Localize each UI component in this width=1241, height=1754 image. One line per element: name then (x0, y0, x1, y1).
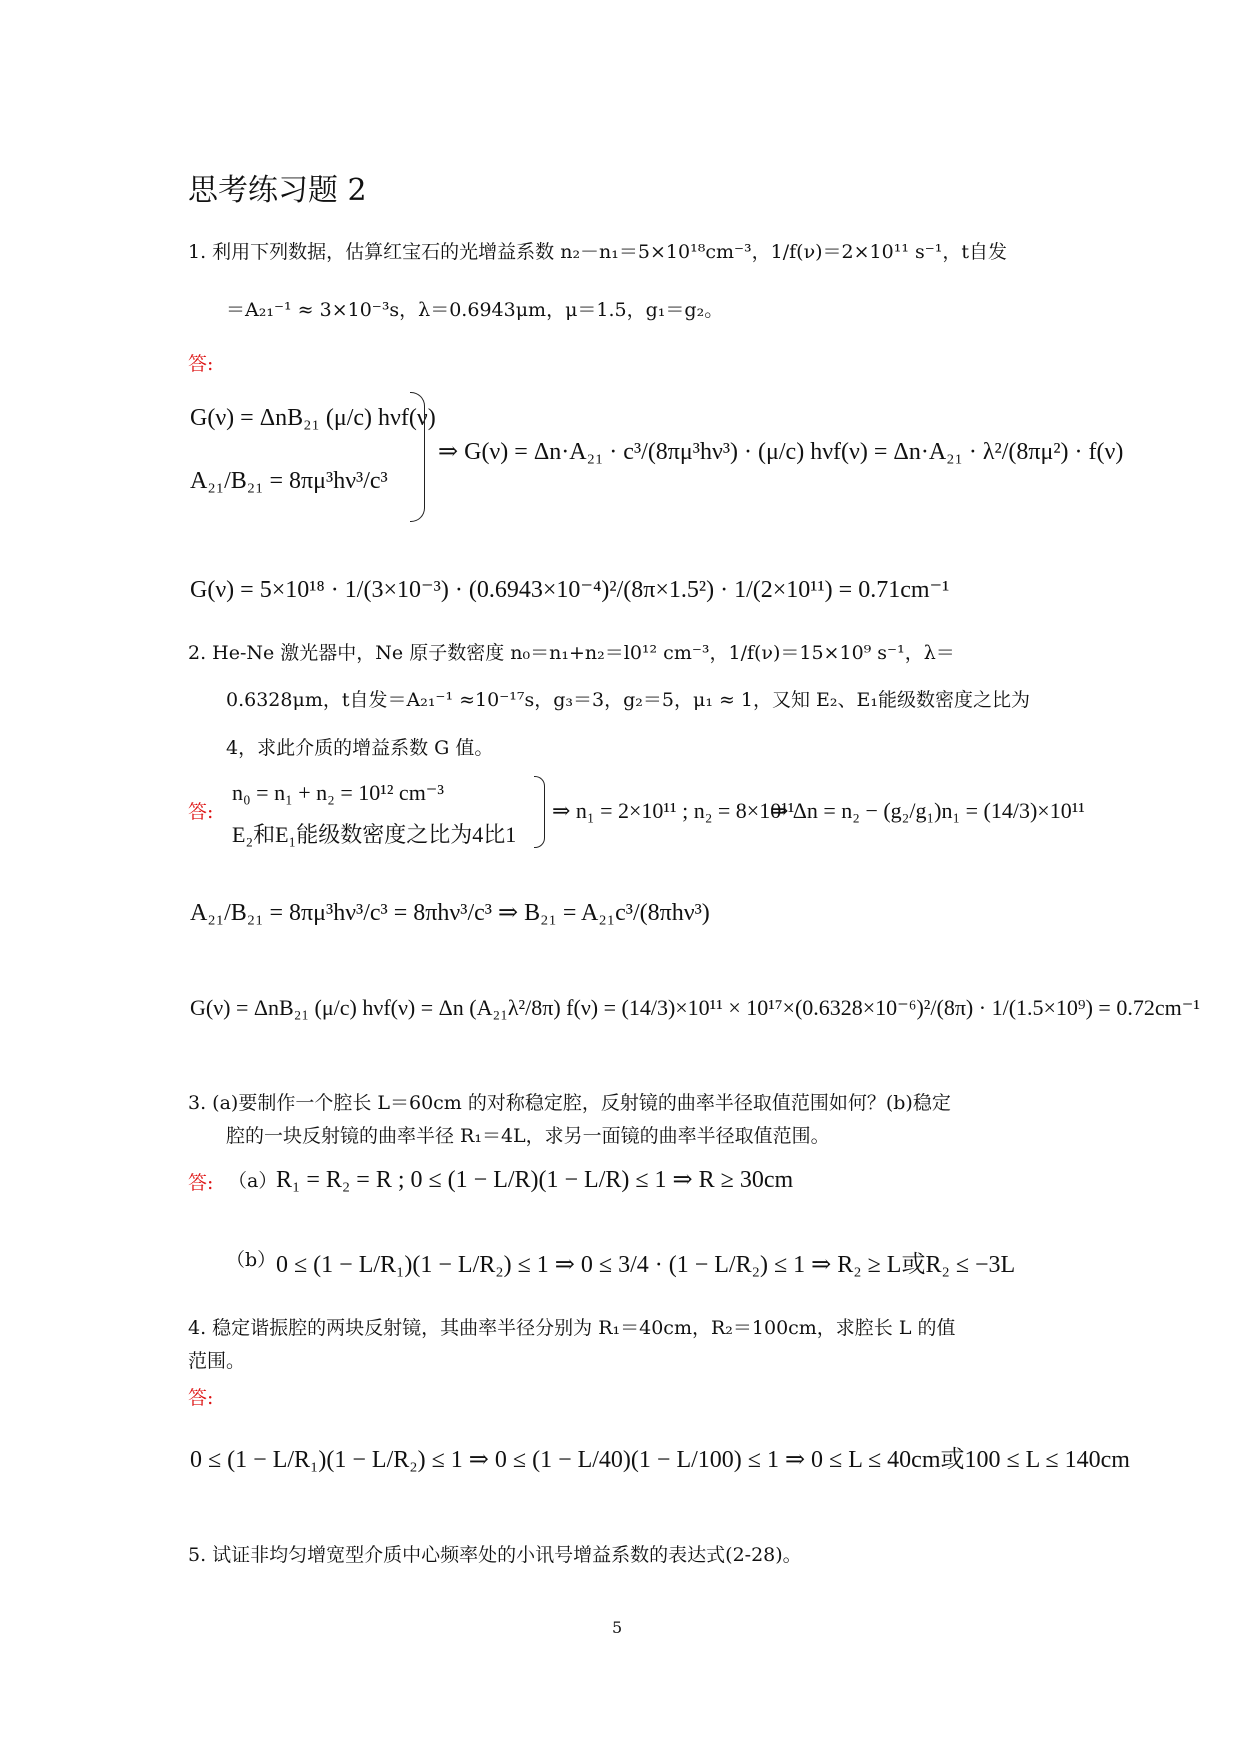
equation-gain-derived: ⇒ G(ν) = Δn·A₂₁ · c³/(8πμ³hν³) · (μ/c) hνf(ν) = Δn·A₂₁ · λ²/(8πμ²) · f(ν) (438, 439, 1124, 465)
equation-b21: A₂₁/B₂₁ = 8πμ³hν³/c³ = 8πhν³/c³ ⇒ B₂₁ = A₂₁c³/(8πhν³) (190, 900, 710, 926)
equation-einstein-ratio: A₂₁/B₂₁ = 8πμ³hν³/c³ (190, 468, 388, 494)
page-title: 思考练习题 2 (188, 173, 367, 208)
answer-label-1: 答: (188, 353, 214, 375)
answer-label-2: 答: (188, 801, 214, 823)
problem-1-line-2: ＝A₂₁⁻¹ ≈ 3×10⁻³s，λ＝0.6943μm，μ＝1.5，g₁＝g₂。 (226, 299, 724, 321)
equation-level-densities: ⇒ n₁ = 2×10¹¹ ; n₂ = 8×10¹¹ (552, 798, 795, 823)
problem-4-line-1: 4. 稳定谐振腔的两块反射镜，其曲率半径分别为 R₁＝40cm，R₂＝100cm，求腔长 L 的值 (188, 1317, 956, 1339)
problem-3-line-2: 腔的一块反射镜的曲率半径 R₁＝4L，求另一面镜的曲率半径取值范围。 (226, 1125, 830, 1147)
equation-mirror-radius-range: 0 ≤ (1 − L/R₁)(1 − L/R₂) ≤ 1 ⇒ 0 ≤ 3/4 · (1 − L/R₂) ≤ 1 ⇒ R₂ ≥ L或R₂ ≤ −3L (276, 1252, 1016, 1278)
equation-cavity-length-range: 0 ≤ (1 − L/R₁)(1 − L/R₂) ≤ 1 ⇒ 0 ≤ (1 − L/40)(1 − L/100) ≤ 1 ⇒ 0 ≤ L ≤ 40cm或100 ≤ L ≤ 140cm (190, 1447, 1130, 1473)
answer-label-4: 答: (188, 1387, 214, 1409)
part-a-label: （a） (228, 1170, 278, 1192)
problem-4-line-2: 范围。 (188, 1350, 246, 1372)
equation-total-density: n₀ = n₁ + n₂ = 10¹² cm⁻³ (232, 780, 445, 805)
equation-gain-result-2: G(ν) = ΔnB₂₁ (μ/c) hνf(ν) = Δn (A₂₁λ²/8π) f(ν) = (14/3)×10¹¹ × 10¹⁷×(0.6328×10⁻⁶)²/(8π) · 1/(1.5×10⁹) = 0.72cm⁻¹ (190, 995, 1200, 1020)
right-brace (410, 392, 425, 522)
answer-label-3: 答: (188, 1172, 214, 1194)
equation-gain-definition: G(ν) = ΔnB₂₁ (μ/c) hνf(ν) (190, 405, 436, 431)
problem-2-line-3: 4，求此介质的增益系数 G 值。 (226, 737, 494, 759)
right-brace (534, 776, 545, 848)
problem-1-line-1: 1. 利用下列数据，估算红宝石的光增益系数 n₂－n₁＝5×10¹⁸cm⁻³，1/f(ν)＝2×10¹¹ s⁻¹，t自发 (188, 241, 1008, 263)
equation-symmetric-cavity: R₁ = R₂ = R ; 0 ≤ (1 − L/R)(1 − L/R) ≤ 1 ⇒ R ≥ 30cm (276, 1167, 794, 1193)
equation-density-ratio: E₂和E₁能级数密度之比为4比1 (232, 822, 517, 847)
problem-5-line-1: 5. 试证非均匀增宽型介质中心频率处的小讯号增益系数的表达式(2-28)。 (188, 1544, 802, 1566)
equation-inversion: ⇒ Δn = n₂ − (g₂/g₁)n₁ = (14/3)×10¹¹ (770, 798, 1085, 823)
problem-3-line-1: 3. (a)要制作一个腔长 L＝60cm 的对称稳定腔，反射镜的曲率半径取值范围如何？(b)稳定 (188, 1092, 951, 1114)
problem-2-line-2: 0.6328μm，t自发＝A₂₁⁻¹ ≈10⁻¹⁷s，g₃＝3，g₂＝5，μ₁ ≈ 1，又知 E₂、E₁能级数密度之比为 (226, 689, 1031, 711)
problem-2-line-1: 2. He-Ne 激光器中，Ne 原子数密度 n₀＝n₁+n₂＝l0¹² cm⁻³，1/f(ν)＝15×10⁹ s⁻¹，λ＝ (188, 642, 955, 664)
equation-gain-result-1: G(ν) = 5×10¹⁸ · 1/(3×10⁻³) · (0.6943×10⁻⁴)²/(8π×1.5²) · 1/(2×10¹¹) = 0.71cm⁻¹ (190, 577, 950, 603)
part-b-label: （b） (226, 1249, 277, 1271)
page-number: 5 (612, 1618, 623, 1637)
